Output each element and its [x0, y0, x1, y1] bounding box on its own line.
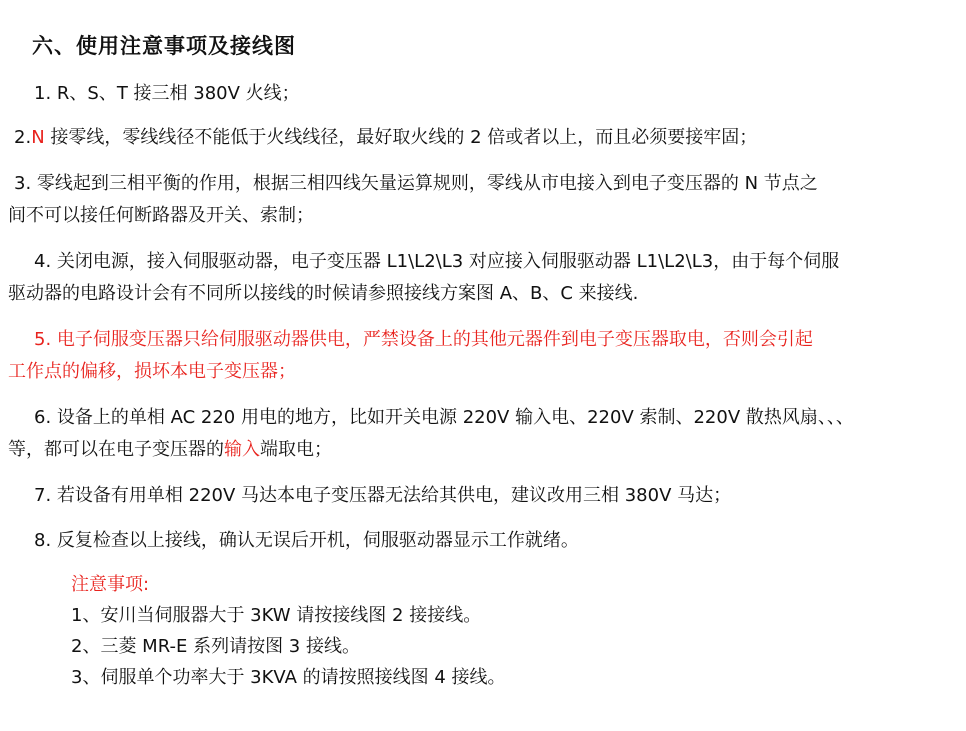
item-4-line-1: 4. 关闭电源，接入伺服驱动器，电子变压器 L1\L2\L3 对应接入伺服驱动器 L1\L2\L3，由于每个伺服: [34, 251, 840, 272]
item-6-text-c: 端取电；: [260, 439, 332, 460]
note-1: 1、安川当伺服器大于 3KW 请按接线图 2 接接线。: [71, 605, 482, 626]
item-5-line-1: 5. 电子伺服变压器只给伺服驱动器供电，严禁设备上的其他元器件到电子变压器取电，否则会引起: [34, 329, 813, 350]
item-6-line-2: [8, 434, 966, 466]
item-7: [34, 480, 966, 512]
item-1: [34, 78, 966, 110]
item-3-line-2: 间不可以接任何断路器及开关、索制；: [8, 205, 314, 226]
item-2: [14, 122, 962, 154]
item-3: [8, 168, 962, 232]
notes-heading: 注意事项:: [71, 574, 150, 595]
item-5-line-2: 工作点的偏移，损坏本电子变压器；: [8, 361, 296, 382]
item-6-input-label: 输入: [224, 439, 260, 460]
item-8: [34, 525, 966, 557]
note-2: 2、三菱 MR-E 系列请按图 3 接线。: [71, 636, 360, 657]
note-3: 3、伺服单个功率大于 3KVA 的请按照接线图 4 接线。: [71, 667, 506, 688]
item-3-line-1: 3. 零线起到三相平衡的作用，根据三相四线矢量运算规则，零线从市电接入到电子变压器的 N 节点之: [14, 173, 818, 194]
page-title: 六、使用注意事项及接线图: [32, 34, 296, 58]
item-2-number: 2.: [14, 127, 32, 148]
item-6: [8, 402, 966, 466]
item-4: [8, 246, 966, 310]
item-2-neutral-label: N: [31, 127, 45, 148]
item-6-text-a: 等，都可以在电子变压器的: [8, 439, 224, 460]
item-6-line-1: 6. 设备上的单相 AC 220 用电的地方，比如开关电源 220V 输入电、220V 索制、220V 散热风扇、、、: [34, 407, 854, 428]
item-5-warning: [8, 324, 966, 388]
item-4-line-2: 驱动器的电路设计会有不同所以接线的时候请参照接线方案图 A、B、C 来接线.: [8, 283, 639, 304]
item-8-text: 8. 反复检查以上接线，确认无误后开机，伺服驱动器显示工作就绪。: [34, 530, 579, 551]
item-2-text: 接零线，零线线径不能低于火线线径，最好取火线的 2 倍或者以上，而且必须要接牢固；: [44, 127, 758, 148]
item-1-text: 1. R、S、T 接三相 380V 火线；: [34, 83, 300, 104]
item-7-text: 7. 若设备有用单相 220V 马达本电子变压器无法给其供电，建议改用三相 380V 马达；: [34, 485, 732, 506]
item-2-line: [14, 122, 962, 154]
